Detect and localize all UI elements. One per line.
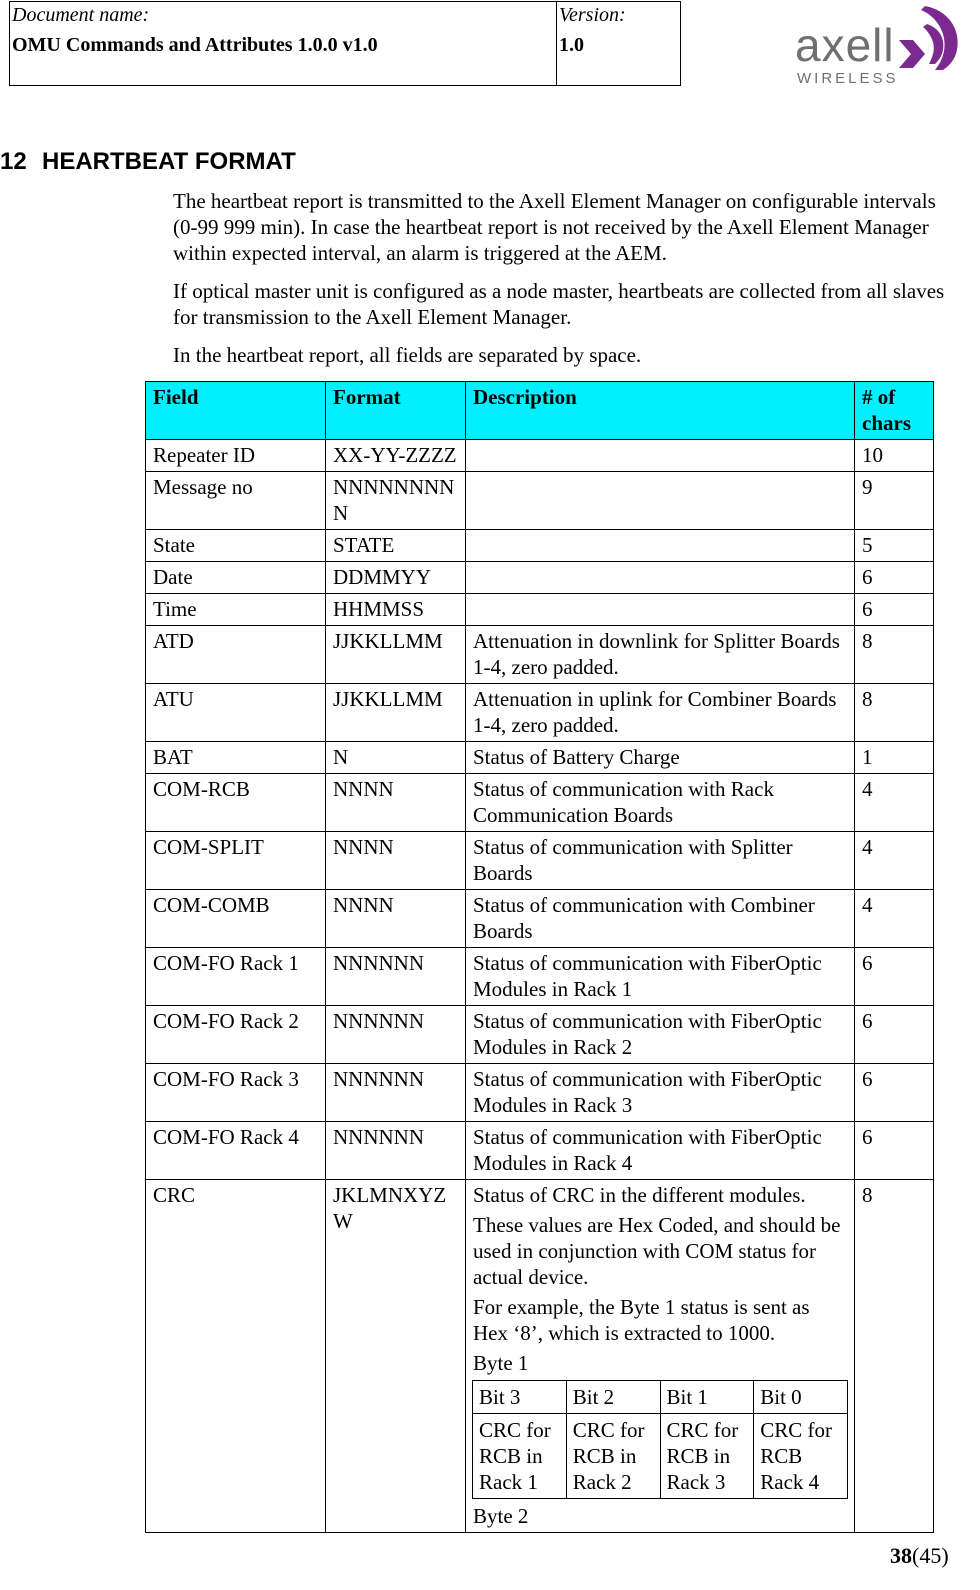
cell-format: NNNNNNNNN	[326, 472, 466, 530]
table-row	[146, 1064, 934, 1122]
version-cell	[557, 2, 680, 85]
paragraph: If optical master unit is configured as a node master, heartbeats are collected from all slaves for transmission to the Axell Element Manager.	[173, 279, 945, 329]
cell-field: COM-SPLIT	[146, 832, 326, 890]
table-row	[146, 948, 934, 1006]
cell-format: STATE	[326, 530, 466, 562]
cell-format: NNNN	[326, 832, 466, 890]
cell-description: Status of communication with Combiner Boards	[466, 890, 855, 948]
cell-format: HHMMSS	[326, 594, 466, 626]
cell-format: NNNNNN	[326, 1064, 466, 1122]
table-row	[146, 774, 934, 832]
cell-format: XX-YY-ZZZZ	[326, 440, 466, 472]
table-row	[146, 594, 934, 626]
logo-chevrons-icon	[895, 0, 970, 75]
cell-chars: 6	[855, 562, 934, 594]
cell-format: NNNNNN	[326, 1122, 466, 1180]
table-row	[146, 530, 934, 562]
section-number: 12	[0, 148, 27, 175]
crc-desc-line: For example, the Byte 1 status is sent as Hex ‘8’, which is extracted to 1000.	[473, 1295, 810, 1345]
cell-chars: 5	[855, 530, 934, 562]
header-chars: # of chars	[855, 382, 934, 440]
section-title: HEARTBEAT FORMAT	[42, 148, 296, 175]
table-row	[146, 832, 934, 890]
page-total: (45)	[912, 1543, 949, 1568]
cell-chars: 4	[855, 774, 934, 832]
cell-format: JJKKLLMM	[326, 684, 466, 742]
cell-format: JKLMNXYZW	[326, 1180, 466, 1533]
cell-chars: 4	[855, 832, 934, 890]
bit-value-row	[473, 1414, 848, 1499]
table-row	[146, 742, 934, 774]
cell-chars: 6	[855, 1122, 934, 1180]
table-row	[146, 890, 934, 948]
table-row	[146, 684, 934, 742]
cell-field: Message no	[146, 472, 326, 530]
table-row	[146, 626, 934, 684]
table-row	[146, 1006, 934, 1064]
cell-description: Status of communication with Rack Communication Boards	[466, 774, 855, 832]
cell-description	[466, 594, 855, 626]
table-row	[146, 1180, 934, 1533]
table-body	[146, 440, 934, 1180]
crc-desc-line: Status of CRC in the different modules.	[473, 1183, 806, 1207]
cell-description: Status of communication with FiberOptic Modules in Rack 3	[466, 1064, 855, 1122]
table-row	[146, 1122, 934, 1180]
byte1-bit-table	[472, 1380, 848, 1499]
cell-chars: 8	[855, 684, 934, 742]
header-description: Description	[466, 382, 855, 440]
paragraph: In the heartbeat report, all fields are separated by space.	[173, 343, 642, 367]
page-number	[890, 1543, 949, 1569]
cell-description: Status of communication with FiberOptic Modules in Rack 2	[466, 1006, 855, 1064]
cell-description	[466, 440, 855, 472]
cell-field: ATD	[146, 626, 326, 684]
cell-format: DDMMYY	[326, 562, 466, 594]
bit-value: CRC for RCB in Rack 3	[660, 1414, 754, 1499]
cell-chars: 4	[855, 890, 934, 948]
cell-field: COM-RCB	[146, 774, 326, 832]
cell-chars: 6	[855, 1064, 934, 1122]
bit-value: CRC for RCB Rack 4	[754, 1414, 848, 1499]
cell-description	[466, 472, 855, 530]
cell-description: Status of communication with FiberOptic Modules in Rack 1	[466, 948, 855, 1006]
cell-chars: 6	[855, 948, 934, 1006]
doc-name-label: Document name:	[12, 4, 150, 26]
cell-field: COM-FO Rack 1	[146, 948, 326, 1006]
cell-chars: 6	[855, 1006, 934, 1064]
bit-header: Bit 2	[566, 1381, 660, 1414]
table-row	[146, 440, 934, 472]
cell-field: Time	[146, 594, 326, 626]
logo-subtitle: WIRELESS	[797, 70, 899, 87]
bit-header: Bit 1	[660, 1381, 754, 1414]
cell-description	[466, 562, 855, 594]
paragraph: The heartbeat report is transmitted to the Axell Element Manager on configurable intervals (0-99 999 min). In case the heartbeat report is not received by the Axell Element Manager within expected interval, an alarm is triggered at the AEM.	[173, 189, 936, 265]
cell-description: Attenuation in uplink for Combiner Boards 1-4, zero padded.	[466, 684, 855, 742]
cell-field: State	[146, 530, 326, 562]
cell-description: Status of communication with Splitter Boards	[466, 832, 855, 890]
cell-format: NNNNNN	[326, 1006, 466, 1064]
cell-field: Date	[146, 562, 326, 594]
cell-format: JJKKLLMM	[326, 626, 466, 684]
cell-description: Status of Battery Charge	[466, 742, 855, 774]
cell-field: Repeater ID	[146, 440, 326, 472]
bit-header: Bit 0	[754, 1381, 848, 1414]
header-field: Field	[146, 382, 326, 440]
cell-chars: 6	[855, 594, 934, 626]
bit-header: Bit 3	[473, 1381, 567, 1414]
crc-desc-line: These values are Hex Coded, and should be used in conjunction with COM status for actual device.	[473, 1213, 841, 1289]
cell-description: Status of communication with FiberOptic Modules in Rack 4	[466, 1122, 855, 1180]
cell-field: COM-FO Rack 4	[146, 1122, 326, 1180]
cell-chars: 8	[855, 1180, 934, 1533]
cell-format: NNNNNN	[326, 948, 466, 1006]
cell-description	[466, 530, 855, 562]
cell-field: COM-COMB	[146, 890, 326, 948]
crc-desc-line: Byte 1	[473, 1351, 529, 1375]
cell-chars: 9	[855, 472, 934, 530]
bit-value: CRC for RCB in Rack 1	[473, 1414, 567, 1499]
table-row	[146, 472, 934, 530]
cell-format: NNNN	[326, 890, 466, 948]
table-header-row	[146, 382, 934, 440]
version-value: 1.0	[559, 34, 584, 56]
cell-field: CRC	[146, 1180, 326, 1533]
cell-field: BAT	[146, 742, 326, 774]
cell-format: NNNN	[326, 774, 466, 832]
cell-chars: 10	[855, 440, 934, 472]
bit-header-row	[473, 1381, 848, 1414]
page-current: 38	[890, 1543, 912, 1568]
heartbeat-format-table	[145, 381, 934, 1533]
cell-chars: 8	[855, 626, 934, 684]
cell-format: N	[326, 742, 466, 774]
cell-field: ATU	[146, 684, 326, 742]
axell-logo	[795, 0, 975, 92]
cell-field: COM-FO Rack 2	[146, 1006, 326, 1064]
version-label: Version:	[559, 4, 626, 26]
table-row	[146, 562, 934, 594]
cell-description: Attenuation in downlink for Splitter Boards 1-4, zero padded.	[466, 626, 855, 684]
cell-description	[466, 1180, 855, 1533]
header-format: Format	[326, 382, 466, 440]
doc-name-value: OMU Commands and Attributes 1.0.0 v1.0	[12, 34, 378, 56]
cell-chars: 1	[855, 742, 934, 774]
crc-section	[146, 1180, 934, 1533]
doc-name-cell	[10, 2, 557, 85]
section-heading	[0, 148, 296, 176]
document-header	[9, 1, 681, 86]
intro-text	[173, 188, 963, 380]
logo-brand: axell	[795, 19, 895, 71]
bit-value: CRC for RCB in Rack 2	[566, 1414, 660, 1499]
cell-field: COM-FO Rack 3	[146, 1064, 326, 1122]
crc-desc-line: Byte 2	[473, 1504, 529, 1528]
